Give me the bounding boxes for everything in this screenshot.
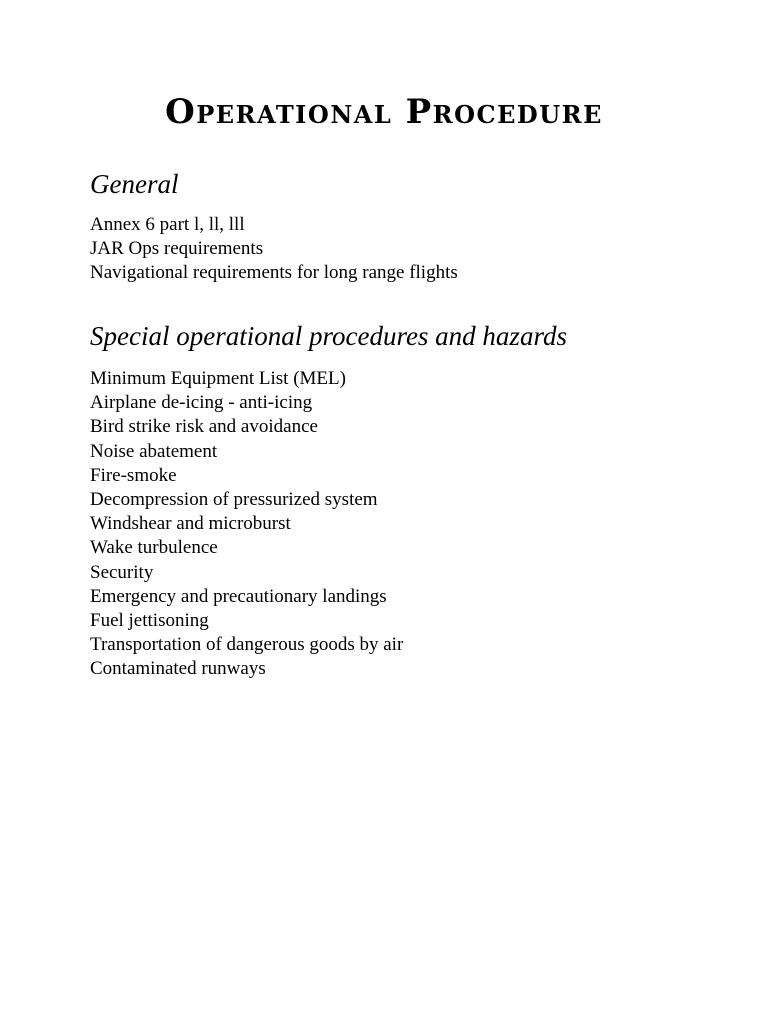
- list-item: Wake turbulence: [90, 537, 218, 559]
- list-item: Security: [90, 561, 154, 583]
- list-item: Minimum Equipment List (MEL): [90, 368, 346, 389]
- list-item: Noise abatement: [90, 440, 218, 462]
- list-item: Airplane de-icing - anti-icing: [90, 392, 313, 414]
- list-item: Navigational requirements for long range flights: [90, 262, 458, 284]
- general-list: [90, 213, 458, 286]
- list-item: Annex 6 part l, ll, lll: [90, 214, 245, 235]
- list-item: Contaminated runways: [90, 658, 266, 680]
- list-item: Fuel jettisoning: [90, 610, 209, 632]
- special-procedures-list: [90, 367, 403, 682]
- list-item: Emergency and precautionary landings: [90, 585, 387, 607]
- list-item: Windshear and microburst: [90, 513, 291, 535]
- list-item: Transportation of dangerous goods by air: [90, 634, 404, 656]
- list-item: JAR Ops requirements: [90, 238, 264, 260]
- list-item: Decompression of pressurized system: [90, 489, 378, 511]
- list-item: Fire-smoke: [90, 464, 177, 486]
- list-item: Bird strike risk and avoidance: [90, 416, 318, 438]
- page-title: Operational Procedure: [165, 92, 603, 132]
- section-heading-general: General: [90, 169, 179, 199]
- section-heading-special-procedures: Special operational procedures and hazards: [90, 321, 567, 351]
